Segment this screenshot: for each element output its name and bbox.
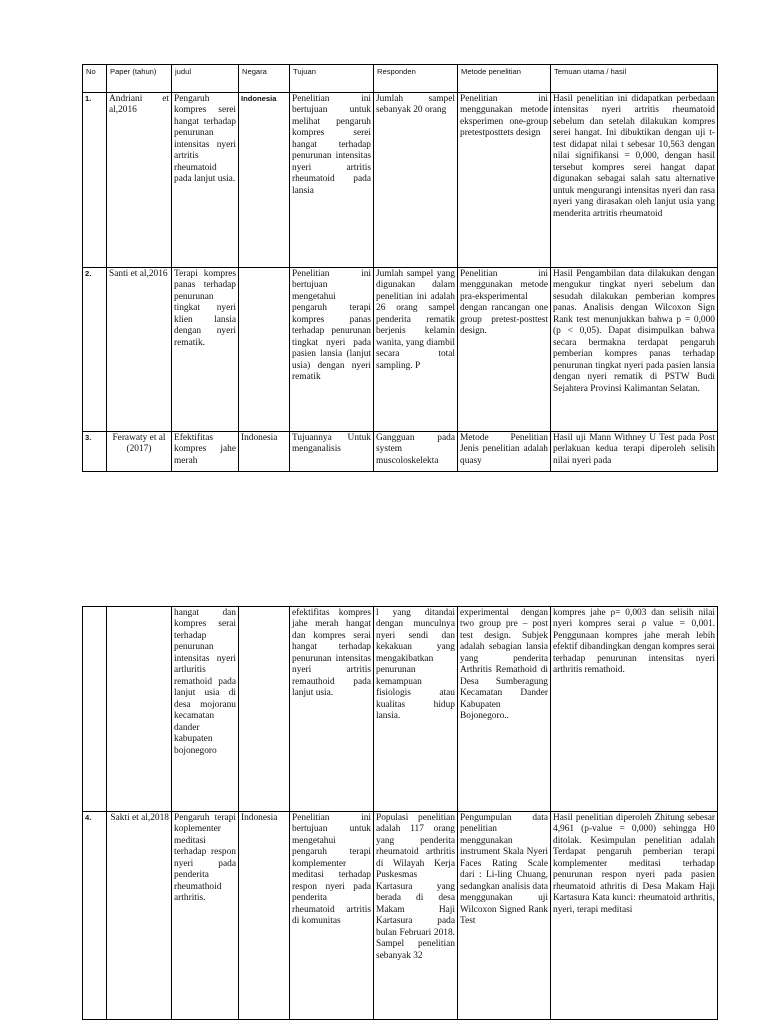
table-row xyxy=(83,812,718,1020)
table-header-row xyxy=(83,65,718,93)
cell-tujuan: Penelitian ini bertujuan untuk melihat pengaruh kompres serei hangat terhadap penurunan intensitas nyeri artritis rheumatoid pada lansia xyxy=(290,93,374,268)
cell-judul: hangat dan kompres serai terhadap penurunan intensitas nyeri artluritis remathoid pada lanjut usia di desa mojoranu kecamatan dander kabupaten bojonegoro xyxy=(172,607,239,812)
cell-negara: Indonesia xyxy=(239,432,290,472)
cell-tujuan: Penelitian ini bertujuan untuk mengetahui pengaruh terapi komplementer meditasi terhadap respon nyeri pada penderita rheumatoid artritis di komunitas xyxy=(290,812,374,1020)
cell-metode: Penelitian ini menggunakan metode pra-eksperimental dengan rancangan one group pretest-posttest design. xyxy=(458,268,551,432)
cell-judul: Efektifitas kompres jahe merah xyxy=(172,432,239,472)
cell-temuan: Hasil Pengambilan data dilakukan dengan mengukur tingkat nyeri sebelum dan sesudah dilakukan pemberian kompres panas. Analisis dengan Wilcoxon Sign Rank test menunjukkan bahwa p = 0,000 (p < 0,05). Dapat disimpulkan bahwa secara bermakna terdapat pengaruh pemberian kompres panas terhadap penurunan tingkat nyeri pada pasien lansia dengan nyeri rematik di PSTW Budi Sejahtera Provinsi Kalimantan Selatan. xyxy=(551,268,718,432)
table-row-continued xyxy=(83,607,718,812)
literature-table-part-1 xyxy=(82,64,718,472)
header-tujuan: Tujuan xyxy=(290,65,374,93)
cell-paper: Sakti et al,2018 xyxy=(107,812,172,1020)
cell-paper xyxy=(107,607,172,812)
cell-responden: l yang ditandai dengan munculnya nyeri sendi dan kekakuan yang mengakibatkan penurunan kemampuan fisiologis atau kualitas hidup lansia. xyxy=(374,607,458,812)
cell-judul: Pengaruh terapi koplementer meditasi terhadap respon nyeri pada penderita rheumathoid arthritis. xyxy=(172,812,239,1020)
cell-tujuan: efektifitas kompres jahe merah hangat dan kompres serai hangat terhadap penurunan intensitas nyeri artritis remauthoid pada lanjut usia. xyxy=(290,607,374,812)
table-row xyxy=(83,268,718,432)
cell-paper: Ferawaty et al (2017) xyxy=(107,432,172,472)
cell-tujuan: Penelitian ini bertujuan mengetahui pengaruh terapi kompres panas terhadap penurunan tingkat nyeri pada pasien lansia (lanjut usia) dengan nyeri rematik xyxy=(290,268,374,432)
cell-judul: Terapi kompres panas terhadap penurunan tingkat nyeri klien lansia dengan nyeri rematik. xyxy=(172,268,239,432)
table-row xyxy=(83,432,718,472)
header-negara: Negara xyxy=(239,65,290,93)
cell-temuan: Hasil penelitian diperoleh Zhitung sebesar 4,961 (p-value = 0,000) sehingga H0 ditolak. Kesimpulan penelitian adalah Terdapat pengaruh pemberian terapi komplementer meditasi terhadap penurunan respon nyeri pada pasien rheumatoid athritis di Desa Makam Haji Kartasura Kata kunci: rheumatoid arthritis, nyeri, terapi meditasi xyxy=(551,812,718,1020)
cell-responden: Jumlah sampel sebanyak 20 orang xyxy=(374,93,458,268)
cell-paper: Andriani et al,2016 xyxy=(107,93,172,268)
cell-metode: experimental dengan two group pre – post test design. Subjek adalah sebagian lansia yang penderita Arthritis Remathoid di Desa Sumberagung Kecamatan Dander Kabupaten Bojonegoro.. xyxy=(458,607,551,812)
cell-no xyxy=(83,607,107,812)
cell-no: 3. xyxy=(83,432,107,472)
cell-responden: Gangguan pada system muscoloskelekta xyxy=(374,432,458,472)
cell-negara: Indonesia xyxy=(239,93,290,268)
header-judul: judul xyxy=(172,65,239,93)
header-paper: Paper (tahun) xyxy=(107,65,172,93)
cell-temuan: Hasil uji Mann Withney U Test pada Post perlakuan kedua terapi diperoleh selisih nilai nyeri pada xyxy=(551,432,718,472)
cell-no: 2. xyxy=(83,268,107,432)
table-row xyxy=(83,93,718,268)
cell-no: 4. xyxy=(83,812,107,1020)
header-metode: Metode penelitian xyxy=(458,65,551,93)
header-responden: Responden xyxy=(374,65,458,93)
cell-metode: Penelitian ini menggunakan metode eksperimen one-group pretestposttets design xyxy=(458,93,551,268)
cell-negara xyxy=(239,268,290,432)
header-no: No xyxy=(83,65,107,93)
cell-no: 1. xyxy=(83,93,107,268)
cell-tujuan: Tujuannya Untuk menganalisis xyxy=(290,432,374,472)
cell-temuan: kompres jahe ρ= 0,003 dan selisih nilai nyeri kompres serai ρ value = 0,001. Penggunaan kompres jahe merah lebih efektif dibandingkan dengan kompres serai terhadap penurunan intensitas nyeri arthritis remathoid. xyxy=(551,607,718,812)
cell-responden: Jumlah sampel yang digunakan dalam penelitian ini adalah 26 orang sampel penderita rematik berjenis kelamin wanita, yang diambil secara total sampling. P xyxy=(374,268,458,432)
cell-metode: Metode Penelitian Jenis penelitian adalah quasy xyxy=(458,432,551,472)
cell-negara: Indonesia xyxy=(239,812,290,1020)
cell-negara xyxy=(239,607,290,812)
literature-table-part-2 xyxy=(82,606,718,1020)
cell-judul: Pengaruh kompres serei hangat terhadap penurunan intensitas nyeri artritis rheumatoid pada lanjut usia. xyxy=(172,93,239,268)
cell-temuan: Hasil penelitian ini didapatkan perbedaan intensitas nyeri artritis rheumatoid sebelum dan setelah dilakukan kompres serei hangat. Ini dibuktikan dengan uji t-test didapat nilai t sebesar 10,563 dengan nilai signifikansi = 0,000, dengan hasil tersebut kompres serei hangat dapat digunakan sebagai salah satu alternative untuk mengurangi intensitas nyeri dan rasa nyeri yang dirasakan oleh lanjut usia yang menderita artritis rheumatoid xyxy=(551,93,718,268)
cell-responden: Populasi penelitian adalah 117 orang yang penderita rheumatoid arthritis di Wilayah Kerja Puskesmas Kartasura yang berada di desa Makam Haji Kartasura pada bulan Februari 2018. Sampel penelitian sebanyak 32 xyxy=(374,812,458,1020)
cell-metode: Pengumpulan data penelitian menggunakan instrument Skala Nyeri Faces Rating Scale dari : Li-ling Chuang, sedangkan analisis data menggunakan uji Wilcoxon Signed Rank Test xyxy=(458,812,551,1020)
header-temuan: Temuan utama / hasil xyxy=(551,65,718,93)
cell-paper: Santi et al,2016 xyxy=(107,268,172,432)
